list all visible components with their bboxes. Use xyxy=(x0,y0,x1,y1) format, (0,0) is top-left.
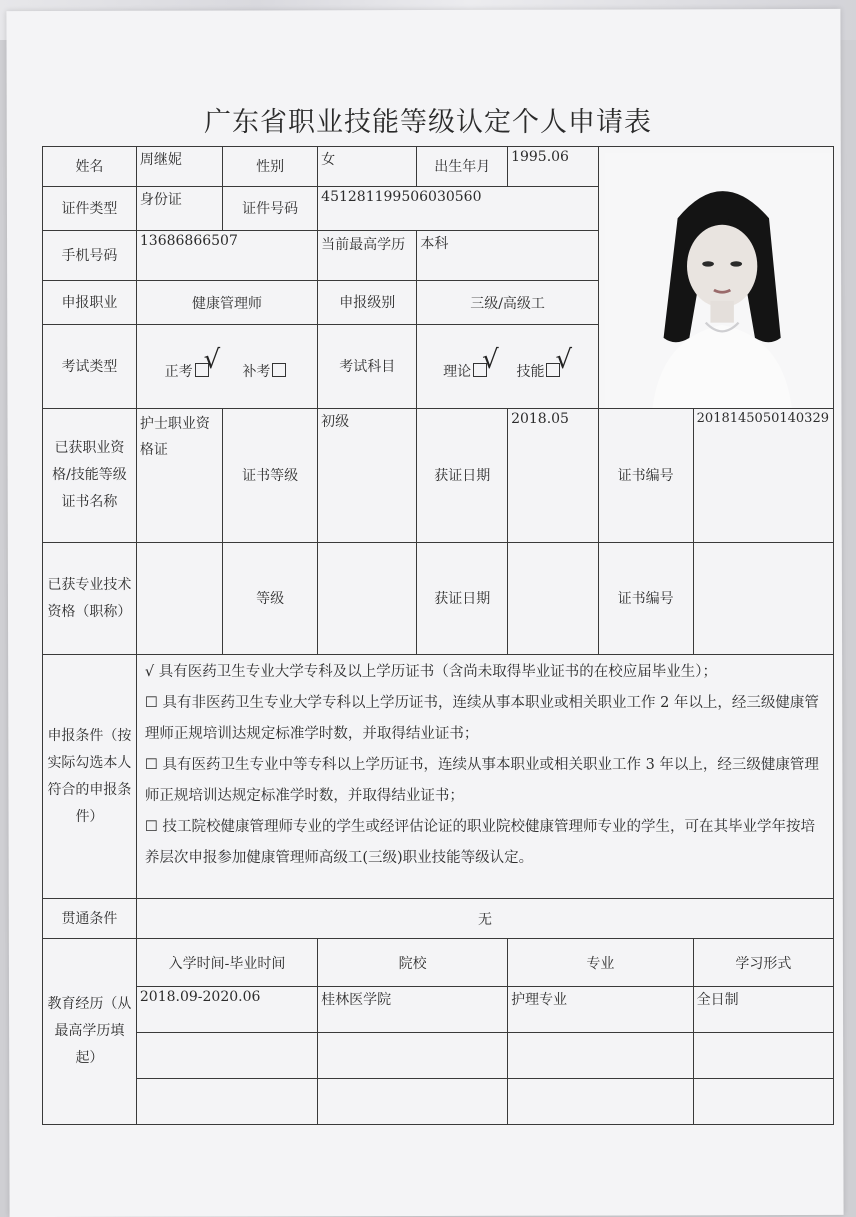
table-row xyxy=(43,987,834,1033)
edu-header-mode: 学习形式 xyxy=(693,939,833,987)
qualification-label: 已获职业资格/技能等级证书名称 xyxy=(43,409,137,543)
subject-theory-label: 理论 xyxy=(443,363,472,380)
table-row xyxy=(43,1079,834,1125)
id-type-value[interactable]: 身份证 xyxy=(136,187,222,231)
condition-item-1[interactable]: √ 具有医药卫生专业大学专科及以上学历证书（含尚未取得毕业证书的在校应届毕业生）； xyxy=(144,664,717,680)
level-value[interactable]: 三级/高级工 xyxy=(417,281,598,325)
applicant-photo xyxy=(605,153,834,409)
professional-grade-label: 等级 xyxy=(223,543,318,655)
subject-skill-label: 技能 xyxy=(516,363,545,380)
table-row xyxy=(43,1033,834,1079)
edu-period-cell[interactable] xyxy=(136,1079,317,1125)
qualification-date-label: 获证日期 xyxy=(417,409,508,543)
professional-label: 已获专业技术资格（职称） xyxy=(43,543,137,655)
edu-period-cell[interactable] xyxy=(136,1033,317,1079)
qualification-grade-label: 证书等级 xyxy=(223,409,318,543)
photo-cell xyxy=(598,147,833,409)
edu-header-school: 院校 xyxy=(318,939,508,987)
exam-makeup-checkbox[interactable] xyxy=(272,363,286,377)
subject-skill-checkbox[interactable] xyxy=(546,363,560,377)
edu-label: 当前最高学历 xyxy=(318,231,417,281)
birth-value[interactable]: 1995.06 xyxy=(508,147,599,187)
edu-value[interactable]: 本科 xyxy=(417,231,598,281)
edu-school-cell[interactable] xyxy=(318,1079,508,1125)
id-type-label: 证件类型 xyxy=(43,187,137,231)
conditions-label: 申报条件（按实际勾选本人符合的申报条件） xyxy=(43,655,137,899)
phone-value[interactable]: 13686866507 xyxy=(136,231,317,281)
professional-date[interactable] xyxy=(508,543,599,655)
name-value[interactable]: 周继妮 xyxy=(136,147,222,187)
professional-cert-no[interactable] xyxy=(693,543,833,655)
professional-name[interactable] xyxy=(136,543,222,655)
exam-type-options xyxy=(136,325,317,409)
exam-type-label: 考试类型 xyxy=(43,325,137,409)
edu-period-cell[interactable]: 2018.09-2020.06 xyxy=(136,987,317,1033)
qualification-cert-no-label: 证书编号 xyxy=(598,409,693,543)
edu-header-major: 专业 xyxy=(508,939,694,987)
gender-label: 性别 xyxy=(223,147,318,187)
conditions-list xyxy=(136,655,833,899)
id-no-label: 证件号码 xyxy=(223,187,318,231)
gender-value[interactable]: 女 xyxy=(318,147,417,187)
edu-school-cell[interactable] xyxy=(318,1033,508,1079)
id-no-value[interactable]: 451281199506030560 xyxy=(318,187,599,231)
condition-item-4[interactable]: ☐ 技工院校健康管理师专业的学生或经评估论证的职业院校健康管理师专业的学生，可在其毕业学年按培养层次申报参加健康管理师高级工(三级)职业技能等级认定。 xyxy=(144,819,815,866)
edu-school-cell[interactable]: 桂林医学院 xyxy=(318,987,508,1033)
edu-header-period: 入学时间-毕业时间 xyxy=(136,939,317,987)
edu-major-cell[interactable] xyxy=(508,1079,694,1125)
qualification-grade[interactable]: 初级 xyxy=(318,409,417,543)
birth-label: 出生年月 xyxy=(417,147,508,187)
name-label: 姓名 xyxy=(43,147,137,187)
occupation-label: 申报职业 xyxy=(43,281,137,325)
exam-regular-label: 正考 xyxy=(164,363,193,380)
edu-mode-cell[interactable] xyxy=(693,1079,833,1125)
condition-item-3[interactable]: ☐ 具有医药卫生专业中等专科以上学历证书，连续从事本职业或相关职业工作 3 年以上，经三级健康管理师正规培训达规定标准学时数，并取得结业证书； xyxy=(144,757,819,804)
edu-major-cell[interactable]: 护理专业 xyxy=(508,987,694,1033)
exam-subject-options xyxy=(417,325,598,409)
through-value[interactable]: 无 xyxy=(136,899,833,939)
edu-mode-cell[interactable] xyxy=(693,1033,833,1079)
exam-regular-tick: √ xyxy=(203,344,221,375)
condition-item-2[interactable]: ☐ 具有非医药卫生专业大学专科以上学历证书，连续从事本职业或相关职业工作 2 年以上，经三级健康管理师正规培训达规定标准学时数，并取得结业证书； xyxy=(144,695,819,742)
application-form-table xyxy=(42,146,834,1125)
professional-date-label: 获证日期 xyxy=(417,543,508,655)
qualification-cert-no[interactable]: 2018145050140329 xyxy=(693,409,833,543)
through-label: 贯通条件 xyxy=(43,899,137,939)
occupation-value[interactable]: 健康管理师 xyxy=(136,281,317,325)
exam-subject-label: 考试科目 xyxy=(318,325,417,409)
edu-major-cell[interactable] xyxy=(508,1033,694,1079)
subject-theory-checkbox[interactable] xyxy=(473,363,487,377)
professional-grade[interactable] xyxy=(318,543,417,655)
exam-regular-checkbox[interactable] xyxy=(195,363,209,377)
edu-mode-cell[interactable]: 全日制 xyxy=(693,987,833,1033)
level-label: 申报级别 xyxy=(318,281,417,325)
qualification-date[interactable]: 2018.05 xyxy=(508,409,599,543)
phone-label: 手机号码 xyxy=(43,231,137,281)
subject-skill-tick: √ xyxy=(555,344,573,375)
professional-cert-no-label: 证书编号 xyxy=(598,543,693,655)
qualification-name[interactable]: 护士职业资格证 xyxy=(136,409,222,543)
exam-makeup-label: 补考 xyxy=(242,363,271,380)
subject-theory-tick: √ xyxy=(482,344,499,375)
form-title: 广东省职业技能等级认定个人申请表 xyxy=(204,107,652,138)
education-label: 教育经历（从最高学历填起） xyxy=(43,939,137,1125)
